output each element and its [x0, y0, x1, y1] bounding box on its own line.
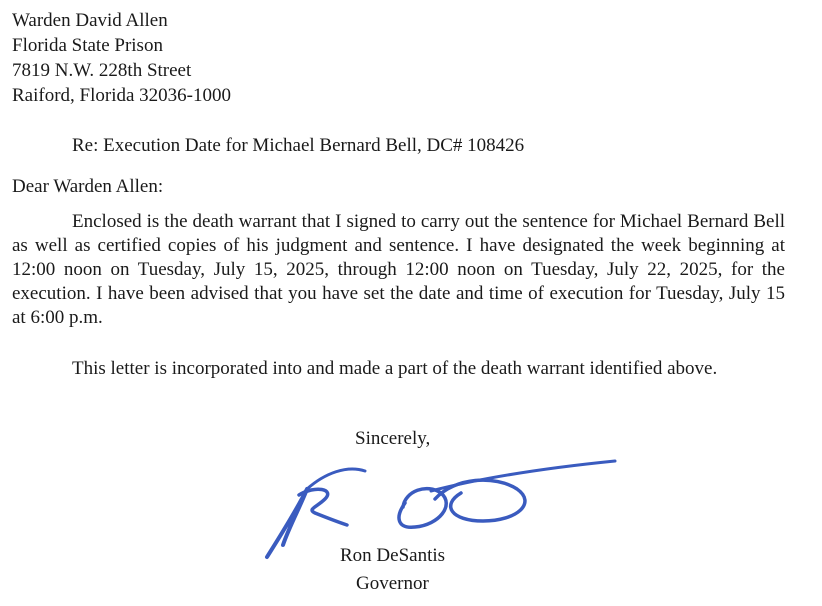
body-paragraph-1: Enclosed is the death warrant that I signed to carry out the sentence for Michael Bernard Bell as well as certified copies of his judgment and sentence. I have designated the week beginning at 12:00 noon on Tuesday, July 15, 2025, through 12:00 noon on Tuesday, July 22, 2025, for the execution. I have been advised that you have set the date and time of execution for Tuesday, July 15 at 6:00 p.m. — [12, 211, 785, 328]
signer-name: Ron DeSantis — [340, 545, 446, 566]
recipient-address — [12, 8, 231, 108]
address-line-institution: Florida State Prison — [12, 35, 163, 56]
address-line-name: Warden David Allen — [12, 10, 168, 31]
closing: Sincerely, — [355, 428, 431, 449]
body-paragraph-2: This letter is incorporated into and made a part of the death warrant identified above. — [72, 358, 718, 379]
address-line-street: 7819 N.W. 228th Street — [12, 60, 192, 81]
salutation: Dear Warden Allen: — [12, 176, 164, 197]
address-line-city: Raiford, Florida 32036-1000 — [12, 85, 232, 106]
subject-line: Re: Execution Date for Michael Bernard Bell, DC# 108426 — [72, 135, 525, 156]
signer-title: Governor — [356, 573, 429, 594]
